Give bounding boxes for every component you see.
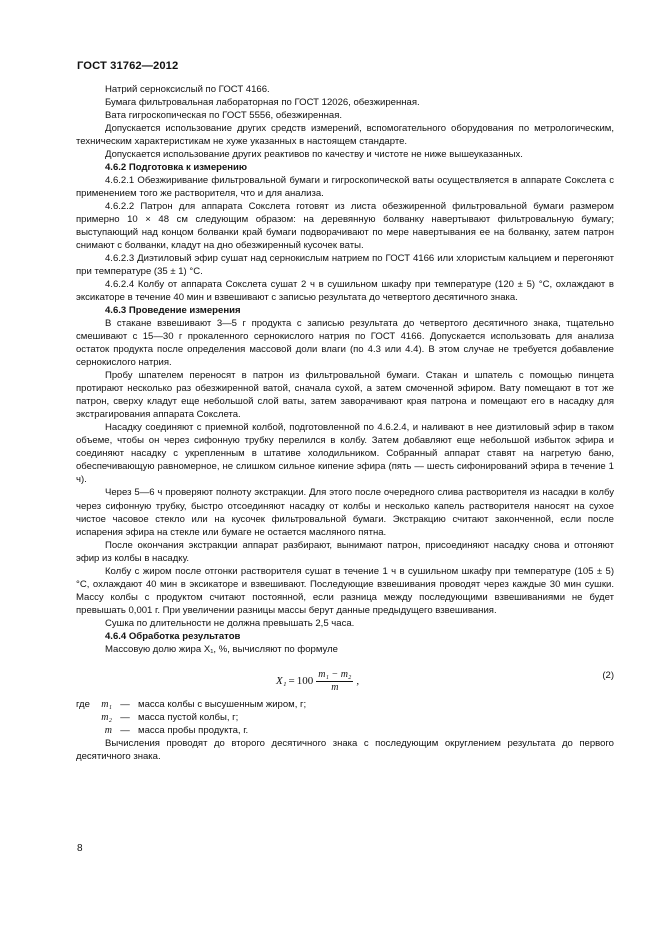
legend-lead-word: где: [76, 698, 90, 710]
formula-number: (2): [602, 669, 614, 681]
section-heading: 4.6.3 Проведение измерения: [105, 305, 241, 317]
body-paragraph: Сушка по длительности не должна превышать 2,5 часа.: [105, 617, 355, 629]
body-paragraph: Допускается использование других средств измерений, вспомогательного оборудования по метрологическим, техническим характеристикам не хуже указанных в настоящем стандарте.: [76, 123, 614, 148]
body-paragraph: Через 5—6 ч проверяют полноту экстракции. Для этого после очередного слива растворителя из насадки в колбу через сифонную трубку, быстро отсоединяют насадку от колбы и несколько капель растворителя наносят на сухое чистое часовое стекло или на кусочек фильтровальной бумаги. Экстракцию считают законченной, если после испарения эфира на стекле или бумаге не остается масляного пятна.: [76, 487, 614, 538]
formula-2: [76, 660, 614, 696]
legend-text: масса пустой колбы, г;: [138, 711, 239, 723]
legend-text: масса пробы продукта, г.: [138, 724, 249, 736]
legend-dash: —: [120, 698, 130, 710]
formula-expression: [276, 669, 359, 694]
legend-symbol: m₂: [101, 711, 112, 723]
formula-coefficient: 100: [296, 674, 314, 687]
body-paragraph: Насадку соединяют с приемной колбой, подготовленной по 4.6.2.4, и наливают в нее диэтиловый эфир в таком объеме, чтобы он через сифонную трубку перелился в колбу. Затем добавляют еще небольшой избыток эфира и соединяют насадку с укрепленным в штативе холодильником. Собранный аппарат ставят на нагретую баню, обеспечивающую равномерное, не слишком сильное кипение эфира (пять — шесть сифонирований эфира в течение 1 ч).: [76, 422, 614, 486]
legend-symbol: m: [104, 724, 112, 736]
document-code-header: ГОСТ 31762—2012: [77, 60, 179, 72]
body-paragraph: Колбу с жиром после отгонки растворителя сушат в течение 1 ч в сушильном шкафу при температуре (105 ± 5) °С, охлаждают 40 мин в эксикаторе и взвешивают. Последующие взвешивания проводят через каждые 30 мин сушки. Массу колбы с продуктом считают постоянной, если разница между последующими взвешиваниями не будет превышать 0,001 г. При увеличении разницы массы берут данные предыдущего взвешивания.: [76, 565, 614, 616]
paragraph-list: [76, 83, 614, 656]
document-body: [76, 83, 614, 763]
page-number: 8: [77, 843, 83, 854]
formula-numerator: m₁ − m₂: [318, 668, 352, 680]
legend-text: масса колбы с высушенным жиром, г;: [138, 698, 307, 710]
formula-trailing-comma: ,: [356, 674, 360, 687]
legend-symbol: m₁: [101, 698, 112, 710]
body-paragraph: 4.6.2.3 Диэтиловый эфир сушат над сернокислым натрием по ГОСТ 4166 или хлористым кальцием и перегоняют при температуре (35 ± 1) °С.: [76, 253, 614, 278]
body-paragraph: Пробу шпателем переносят в патрон из фильтровальной бумаги. Стакан и шпатель с помощью пинцета протирают несколько раз обезжиренной ватой, сначала сухой, а затем смоченной эфиром. Вату помещают в тот же патрон, сверху кладут еще небольшой слой ваты, затем заворачивают края патрона и помещают его в насадку для экстрагирования аппарата Сокслета.: [76, 370, 614, 421]
formula-fraction: [316, 669, 353, 694]
section-heading: 4.6.2 Подготовка к измерению: [105, 162, 248, 174]
body-paragraph: Допускается использование других реактивов по качеству и чистоте не ниже вышеуказанных.: [105, 149, 523, 161]
body-paragraph: Вата гигроскопическая по ГОСТ 5556, обезжиренная.: [105, 110, 343, 122]
legend-dash: —: [120, 724, 130, 736]
body-paragraph: После окончания экстракции аппарат разбирают, вынимают патрон, присоединяют насадку снова и отгоняют эфир из колбы в насадку.: [76, 539, 614, 564]
closing-paragraph: Вычисления проводят до второго десятичного знака с последующим округлением результата до первого десятичного знака.: [76, 737, 614, 762]
legend-row: [76, 698, 614, 711]
body-paragraph: 4.6.2.2 Патрон для аппарата Сокслета готовят из листа обезжиренной фильтровальной бумаги размером примерно 10 × 48 см следующим образом: на деревянную болванку навертывают фильтровальную бумагу; выступающий над концом болванки край бумаги подворачивают по мере навертывания ее на болванку, затем патрон снимают с болванки, кладут на дно обезжиренный кусочек ваты.: [76, 201, 614, 252]
symbol-legend: [76, 698, 614, 737]
formula-equals: =: [288, 674, 295, 687]
body-paragraph: 4.6.2.1 Обезжиривание фильтровальной бумаги и гигроскопической ваты осуществляется в аппарате Сокслета с применением того же растворителя, что и для анализа.: [76, 175, 614, 200]
body-paragraph: Массовую долю жира X₁, %, вычисляют по формуле: [105, 643, 338, 655]
section-heading: 4.6.4 Обработка результатов: [105, 630, 241, 642]
formula-lhs: X₁: [276, 674, 287, 687]
legend-row: [76, 711, 614, 724]
body-paragraph: Бумага фильтровальная лабораторная по ГОСТ 12026, обезжиренная.: [105, 97, 420, 109]
body-paragraph: Натрий серноксислый по ГОСТ 4166.: [105, 84, 270, 95]
formula-denominator: m: [331, 681, 339, 693]
body-paragraph: В стакане взвешивают 3—5 г продукта с записью результата до четвертого десятичного знака, тщательно смешивают с 15—30 г прокаленного сернокислого натрия по ГОСТ 4166. Допускается использовать для анализа остаток продукта после определения массовой доли влаги (по 4.3 или 4.4). В этом случае не требуется добавление сернокислого натрия.: [76, 318, 614, 369]
legend-dash: —: [120, 711, 130, 723]
legend-row: [76, 724, 614, 737]
body-paragraph: 4.6.2.4 Колбу от аппарата Сокслета сушат 2 ч в сушильном шкафу при температуре (120 ± 5) °С, охлаждают в эксикаторе в течение 40 мин и взвешивают с записью результата до четвертого десятичного знака.: [76, 279, 614, 304]
